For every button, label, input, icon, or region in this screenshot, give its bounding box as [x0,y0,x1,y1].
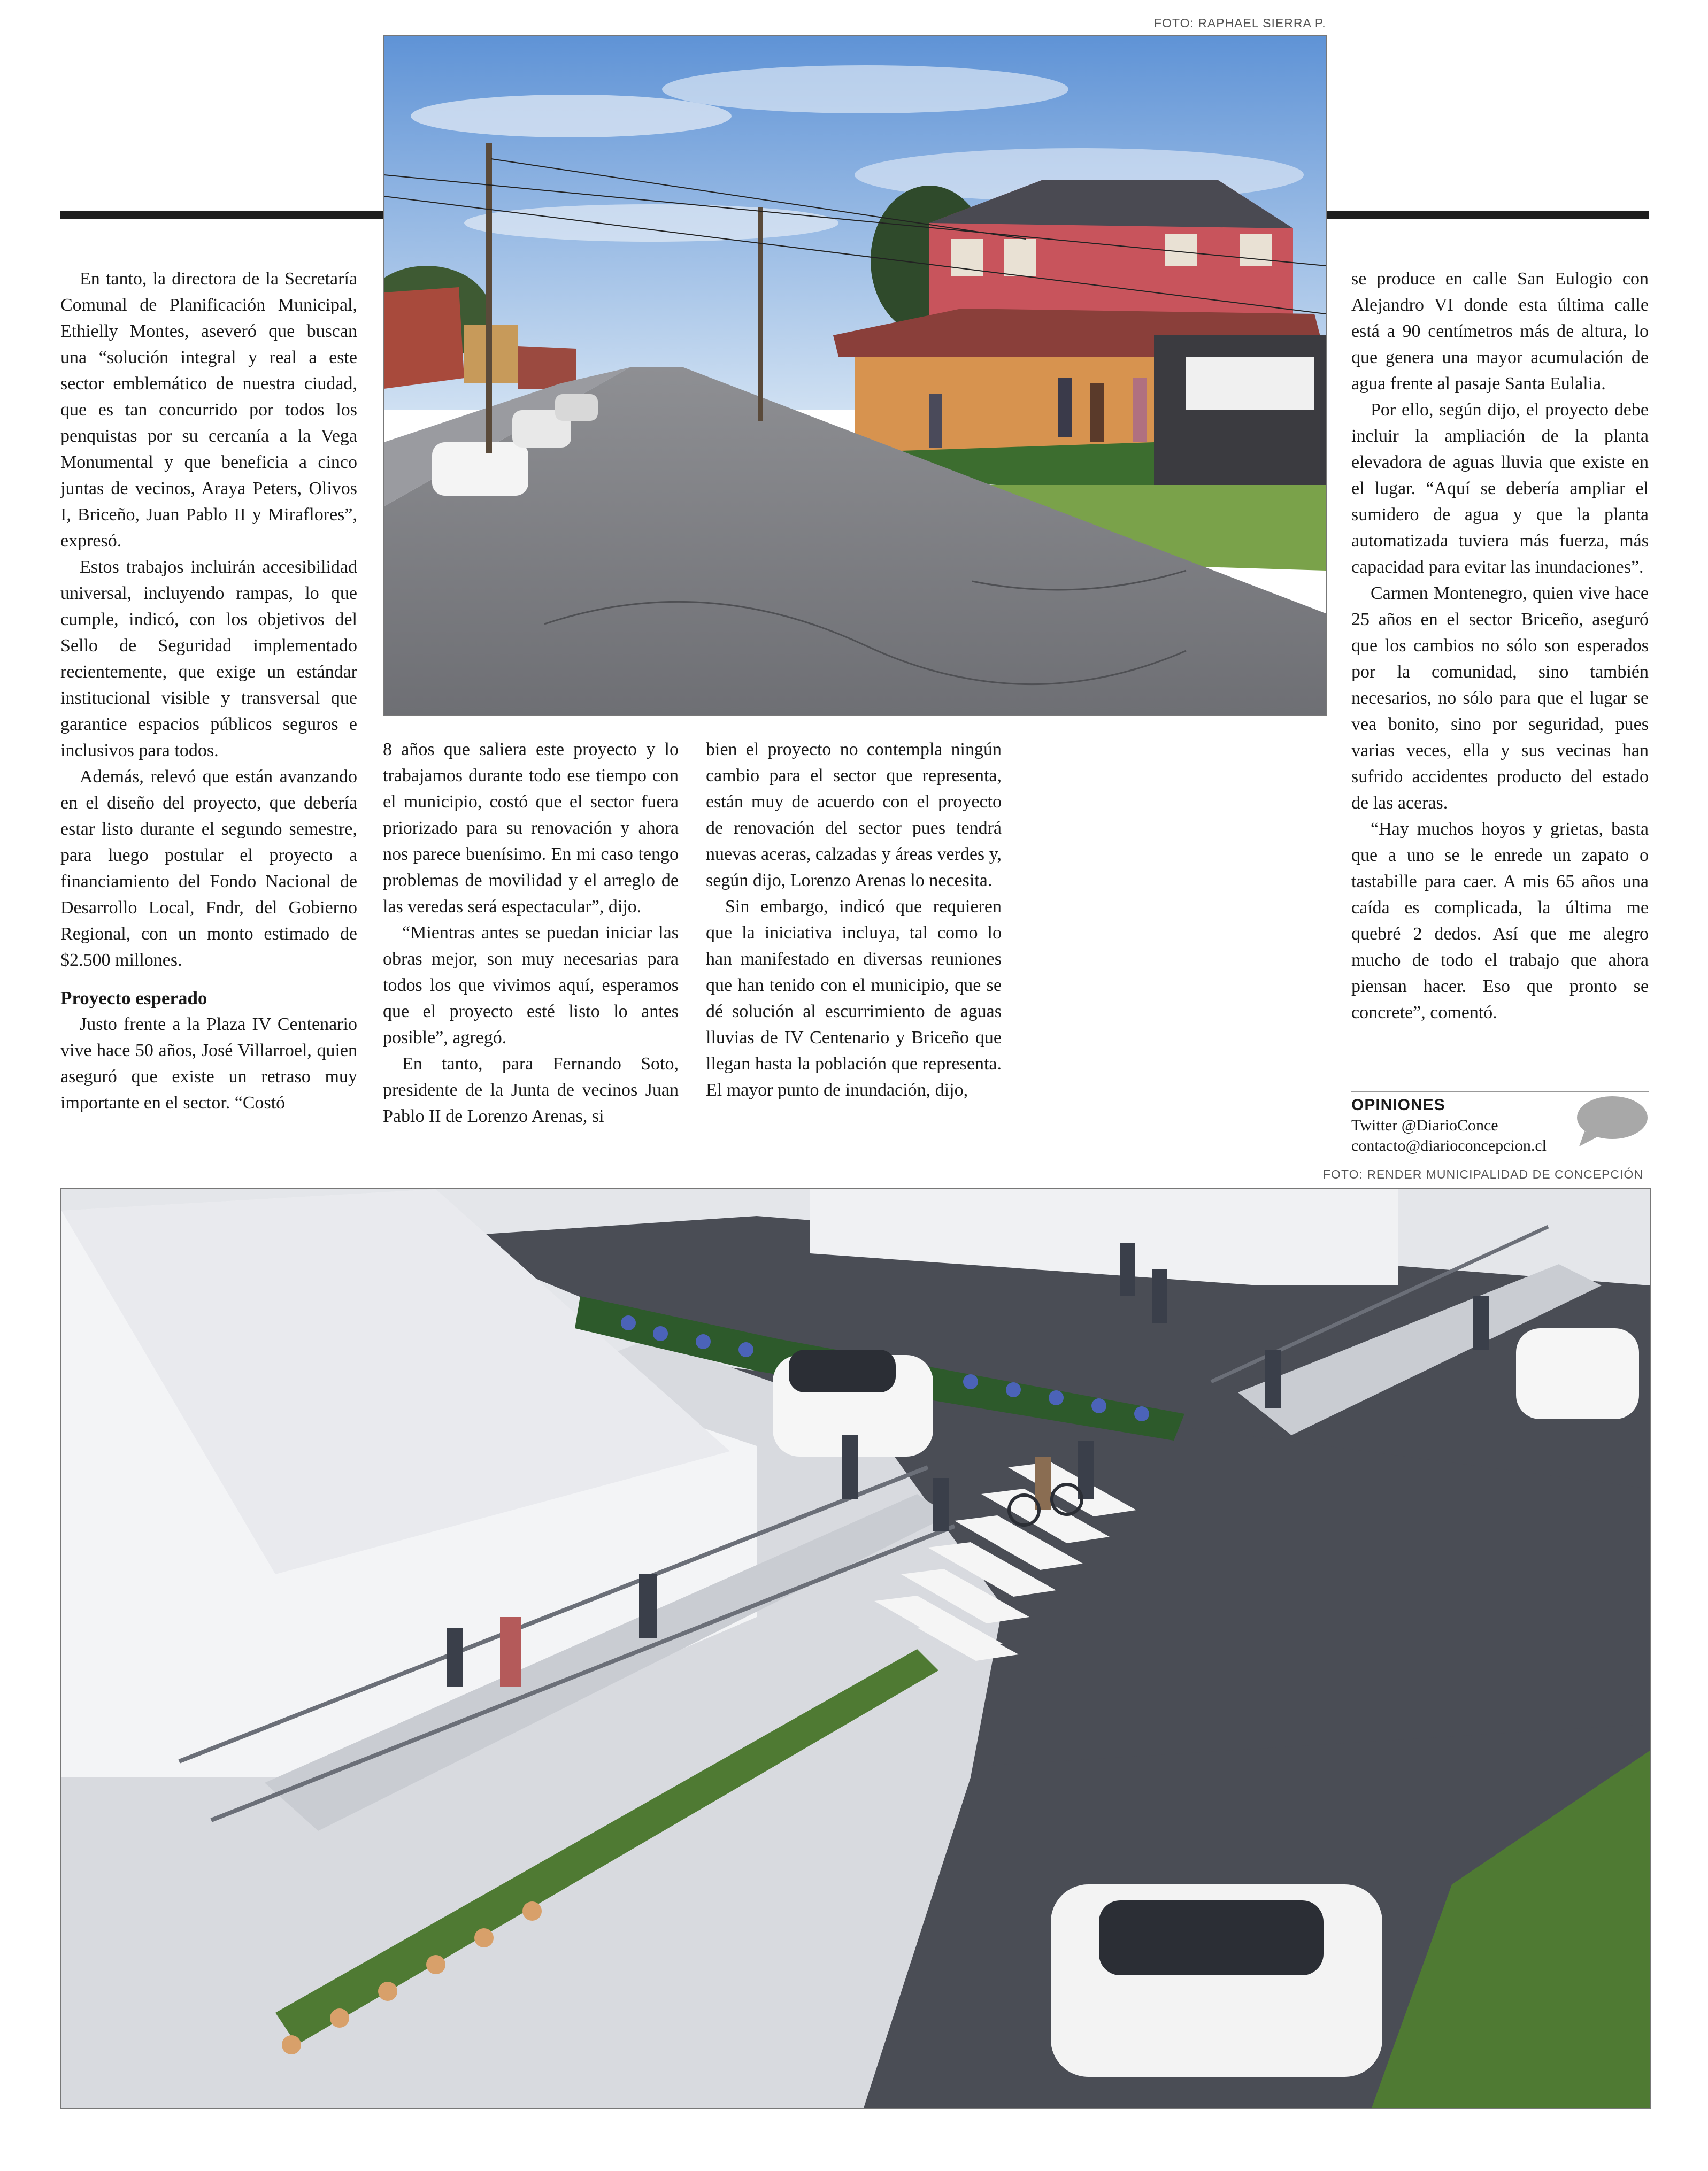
render-image [60,1188,1651,2109]
opinions-title: OPINIONES [1351,1096,1445,1114]
paragraph: Justo frente a la Plaza IV Centenario vive hace 50 años, José Villarroel, quien aseguró que existe un retraso muy importante en el sector. “Costó [60,1014,357,1113]
render-credit: FOTO: RENDER MUNICIPALIDAD DE CONCEPCIÓN [1323,1167,1643,1181]
paragraph: “Mientras antes se puedan iniciar las obras mejor, son muy necesarias para todos los que vivimos aquí, esperamos que el proyecto esté listo lo antes posible”, agregó. [383,923,679,1048]
section-rule-right [1325,211,1649,219]
paragraph: 8 años que saliera este proyecto y lo trabajamos durante todo ese tiempo con el municipio, costó que el sector fuera priorizado para su renovación y ahora nos parece buenísimo. En mi caso tengo problemas de movilidad y el arreglo de las veredas será espectacular”, dijo. [383,740,679,917]
article-column-4 [1351,266,1649,1026]
opinions-twitter: Twitter @DiarioConce [1351,1117,1498,1134]
paragraph: Estos trabajos incluirán accesibilidad universal, incluyendo rampas, lo que cumple, indicó, con los objetivos del Sello de Seguridad implementado recientemente, que exige un estándar institucional visible y transversal que garantice espacios públicos seguros e inclusivos para todos. [60,557,357,760]
paragraph: En tanto, la directora de la Secretaría Comunal de Planificación Municipal, Ethielly Montes, aseveró que buscan una “solución integral y real a este sector emblemático de nuestra ciudad, que es tan concurrido por todos los penquistas por su cercanía a la Vega Monumental y que beneficia a cinco juntas de vecinos, Araya Peters, Olivos I, Briceño, Juan Pablo II y Miraflores”, expresó. [60,269,357,551]
render-illustration [61,1189,1650,2108]
street-photo-illustration [384,36,1326,715]
subheading: Proyecto esperado [60,988,207,1008]
article-column-2 [383,736,679,1129]
section-rule-left [60,211,384,219]
paragraph: En tanto, para Fernando Soto, presidente de la Junta de vecinos Juan Pablo II de Lorenzo Arenas, si [383,1054,679,1126]
speech-bubble-icon [1574,1094,1649,1148]
paragraph: bien el proyecto no contempla ningún cambio para el sector que representa, están muy de acuerdo con el proyecto de renovación del sector pues tendrá nuevas aceras, calzadas y áreas verdes y, según dijo, Lorenzo Arenas lo necesita. [706,740,1002,890]
article-column-3 [706,736,1002,1103]
opinions-email: contacto@diarioconcepcion.cl [1351,1137,1547,1154]
article-column-1 [60,266,357,1116]
paragraph: Además, relevó que están avanzando en el diseño del proyecto, que debería estar listo durante el segundo semestre, para luego postular el proyecto a financiamiento del Fondo Nacional de Desarrollo Local, Fndr, del Gobierno Regional, con un monto estimado de $2.500 millones. [60,767,357,970]
paragraph: Sin embargo, indicó que requieren que la iniciativa incluya, tal como lo han manifestado en diversas reuniones que han tenido con el municipio, que se dé solución al escurrimiento de aguas lluvias de IV Centenario y Briceño que llegan hasta la población que representa. El mayor punto de inundación, dijo, [706,897,1002,1100]
street-photo [383,35,1327,716]
paragraph: Carmen Montenegro, quien vive hace 25 años en el sector Briceño, aseguró que los cambios no sólo son esperados por la comunidad, sino también necesarios, no sólo para que el lugar se vea bonito, sino por seguridad, pues varias veces, ella y sus vecinas han sufrido accidentes producto del estado de las aceras. [1351,583,1649,813]
paragraph: se produce en calle San Eulogio con Alejandro VI donde esta última calle está a 90 centímetros más de altura, lo que genera una mayor acumulación de agua frente al pasaje Santa Eulalia. [1351,269,1649,394]
paragraph: Por ello, según dijo, el proyecto debe incluir la ampliación de la planta elevadora de aguas lluvia que existe en el lugar. “Aquí se debería ampliar el sumidero de agua y que la planta automatizada tuviera más fuerza, más capacidad para evitar las inundaciones”. [1351,400,1649,577]
paragraph: “Hay muchos hoyos y grietas, basta que a uno se le enrede un zapato o tastabille para caer. A mis 65 años una caída es complicada, la última me quebré 2 dedos. Así que me alegro mucho de todo el trabajo que ahora piensan hacer. Eso que pronto se concrete”, comentó. [1351,819,1649,1022]
top-photo-credit: FOTO: RAPHAEL SIERRA P. [1154,16,1326,30]
opinions-box [1351,1091,1649,1161]
